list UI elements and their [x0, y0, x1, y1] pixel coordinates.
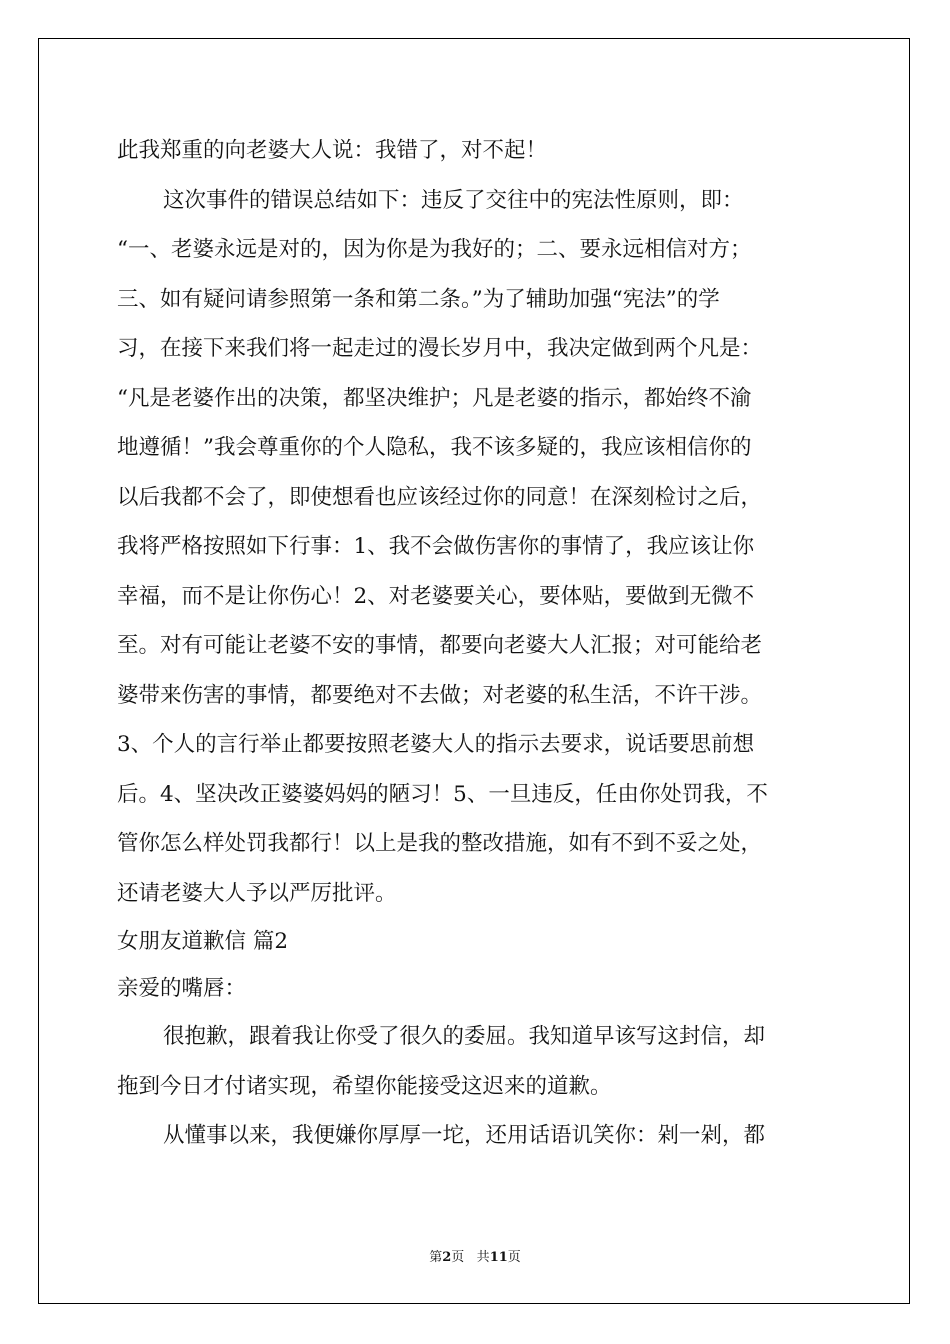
total-pages: 11	[489, 1250, 508, 1265]
text-line: 此我郑重的向老婆大人说：我错了，对不起！	[117, 138, 548, 163]
page-suffix: 页	[451, 1250, 465, 1265]
salutation: 亲爱的嘴唇：	[117, 976, 247, 1001]
letter-paragraph-2	[117, 1012, 857, 1161]
text-line: 3、个人的言行举止都要按照老婆大人的指示去要求，说话要思前想	[117, 732, 755, 757]
section-heading: 女朋友道歉信 篇2	[117, 929, 289, 954]
text-line: 从懂事以来，我便嫌你厚厚一坨，还用话语讥笑你：剁一剁，都	[163, 1123, 766, 1148]
text-line: 至。对有可能让老婆不安的事情，都要向老婆大人汇报；对可能给老	[117, 633, 763, 658]
text-line: 三、如有疑问请参照第一条和第二条。”为了辅助加强“宪法”的学	[117, 286, 720, 312]
text-line: “凡是老婆作出的决策，都坚决维护；凡是老婆的指示，都始终不渝	[117, 385, 752, 411]
letter-paragraph-1	[117, 126, 857, 918]
text-line: 很抱歉，跟着我让你受了很久的委屈。我知道早该写这封信，却	[163, 1024, 766, 1049]
text-line: 这次事件的错误总结如下：违反了交往中的宪法性原则，即：	[163, 187, 744, 213]
page-footer	[0, 1246, 950, 1265]
text-line: 幸福，而不是让你伤心！2、对老婆要关心，要体贴，要做到无微不	[117, 583, 755, 609]
page-number: 2	[442, 1250, 452, 1265]
text-line: 后。4、坚决改正婆婆妈妈的陋习！5、一旦违反，任由你处罚我，不	[117, 781, 768, 807]
total-suffix: 页	[507, 1250, 521, 1265]
document-body	[117, 126, 857, 1161]
text-line: 以后我都不会了，即使想看也应该经过你的同意！在深刻检讨之后，	[117, 484, 763, 510]
text-line: 拖到今日才付诸实现，希望你能接受这迟来的道歉。	[117, 1073, 612, 1099]
text-line: 习，在接下来我们将一起走过的漫长岁月中，我决定做到两个凡是：	[117, 336, 763, 361]
text-line: 地遵循！”我会尊重你的个人隐私，我不该多疑的，我应该相信你的	[117, 435, 752, 460]
text-line: 婆带来伤害的事情，都要绝对不去做；对老婆的私生活，不许干涉。	[117, 682, 763, 708]
text-line: “一、老婆永远是对的，因为你是为我好的；二、要永远相信对方；	[117, 237, 752, 262]
page-prefix: 第	[429, 1250, 443, 1265]
text-line: 管你怎么样处罚我都行！以上是我的整改措施，如有不到不妥之处，	[117, 831, 763, 856]
total-prefix: 共	[476, 1250, 490, 1265]
text-line: 我将严格按照如下行事：1、我不会做伤害你的事情了，我应该让你	[117, 534, 755, 559]
text-line: 还请老婆大人予以严厉批评。	[117, 880, 397, 906]
